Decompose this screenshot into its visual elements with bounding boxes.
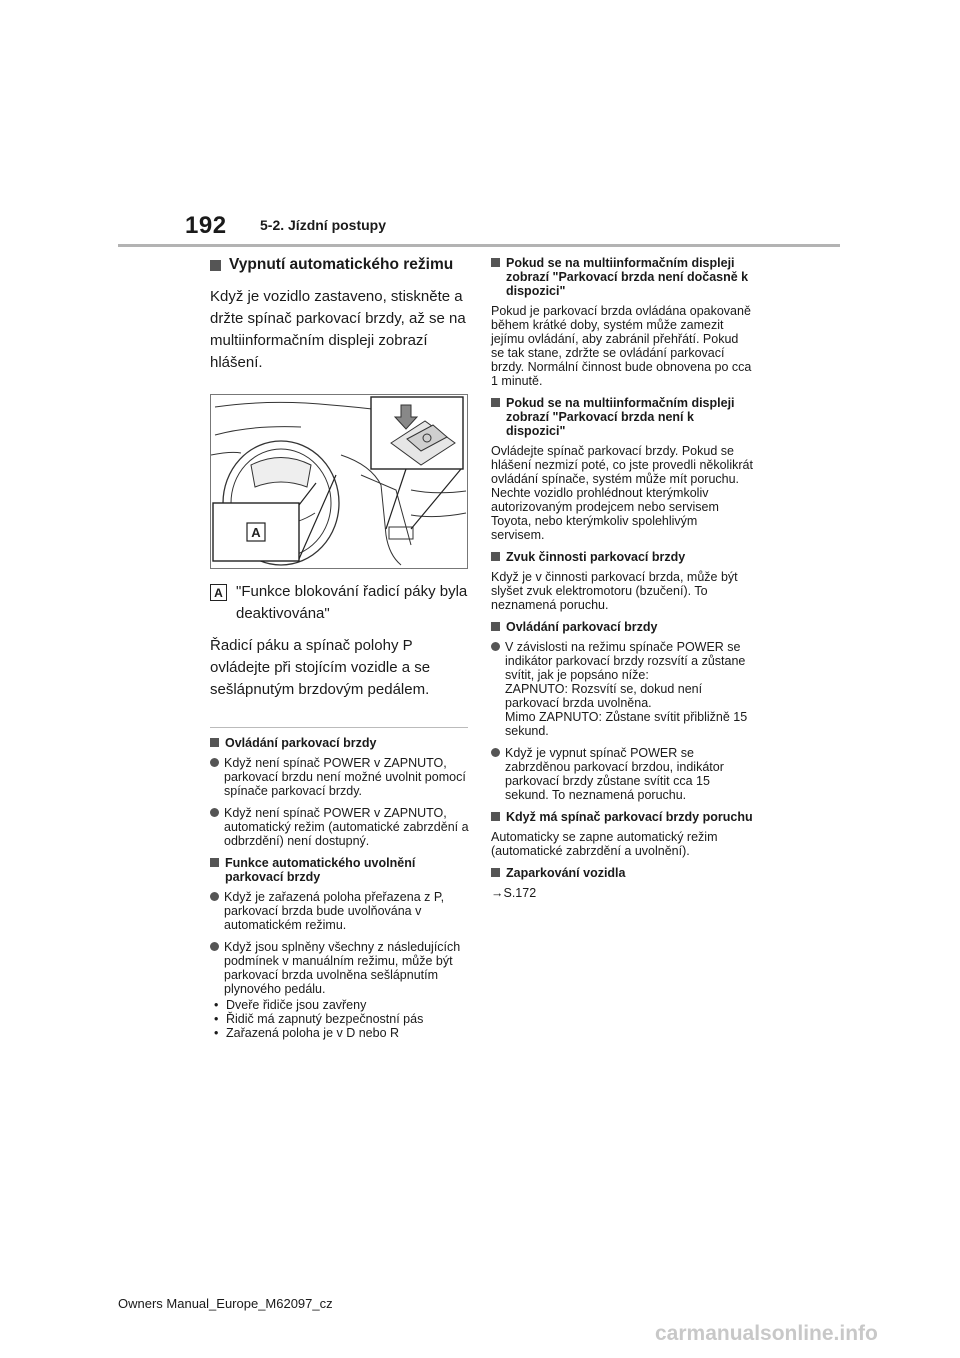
notes [210,736,470,1040]
section-divider [210,727,468,728]
round-bullet-icon [210,892,219,901]
round-bullet-icon [210,808,219,817]
note-heading: Zaparkování vozidla [491,866,753,880]
sub-bullet-item: • Dveře řidiče jsou zavřeny [214,998,367,1012]
figure-label-a: A [251,525,261,540]
square-bullet-icon [491,258,500,267]
square-bullet-icon [491,398,500,407]
body-text: Když je vozidlo zastaveno, stiskněte a držte spínač parkovací brzdy, až se na multiinformačním displeji zobrazí hlášení. [210,288,466,371]
heading-text: Vypnutí automatického režimu [229,256,454,273]
note-body: Automaticky se zapne automatický režim (automatické zabrzdění a uvolnění). [491,830,718,858]
note-heading: Pokud se na multiinformačním displeji zobrazí "Parkovací brzda není dočasně k dispozici" [491,256,753,298]
bullet-item: Když není spínač POWER v ZAPNUTO, automatický režim (automatické zabrzdění a odbrzdění) není dostupný. [210,806,470,848]
note-heading: Ovládání parkovací brzdy [491,620,753,634]
left-column [210,256,470,1040]
note-heading: Pokud se na multiinformačním displeji zobrazí "Parkovací brzda není k dispozici" [491,396,753,438]
dashboard-drawing [211,395,467,568]
note-heading: Když má spínač parkovací brzdy poruchu [491,810,753,824]
square-bullet-icon [210,738,219,747]
bullet-item: Když je zařazená poloha přeřazena z P, parkovací brzda bude uvolňována v automatickém režimu. [210,890,470,932]
sub-bullet-item: • Zařazená poloha je v D nebo R [214,1026,400,1040]
square-bullet-icon [491,812,500,821]
note-body: Pokud je parkovací brzda ovládána opakovaně během krátké doby, systém může zamezit jejímu ovládání, aby zabránil přehřátí. Pokud se tak stane, zdržte se ovládání parkovací brzdy. Normální činnost bude obnovena po cca 1 minutě. [491,304,752,388]
footer-text: Owners Manual_Europe_M62097_cz [118,1296,333,1311]
note-body: Když je v činnosti parkovací brzda, může být slyšet zvuk elektromotoru (bzučení). To neznamená poruchu. [491,570,738,612]
section-title: 5-2. Jízdní postupy [260,217,387,233]
bullet-item: V závislosti na režimu spínače POWER se indikátor parkovací brzdy rozsvítí a zůstane svítit, jak je popsáno níže: ZAPNUTO: Rozsvítí se, dokud není parkovací brzda uvolněna. Mimo ZAPNUTO: Zůstane svítit přibližně 15 sekund. [491,640,753,738]
heading-disable-auto-mode [210,256,470,274]
note-heading: Funkce automatického uvolnění parkovací brzdy [210,856,470,884]
caption-label-a: A [210,584,227,601]
page-reference-link[interactable]: →S.172 [491,886,537,900]
round-bullet-icon [491,642,500,651]
right-column [491,256,753,908]
note-body: Ovládejte spínač parkovací brzdy. Pokud se hlášení nezmizí poté, co jste provedli několikrát ovládání spínače, systém může mít poruchu. Nechte vozidlo prohlédnout kterýmkoliv autorizovaným prodejcem nebo servisem Toyota, nebo kterýmkoliv spolehlivým servisem. [491,444,753,542]
page-number: 192 [185,212,227,239]
square-bullet-icon [210,260,221,271]
square-bullet-icon [491,552,500,561]
note-heading: Ovládání parkovací brzdy [210,736,470,750]
caption-text: "Funkce blokování řadicí páky byla deaktivována" [236,583,468,622]
dashboard-illustration [210,394,468,569]
bullet-item: Když jsou splněny všechny z následujících podmínek v manuálním režimu, může být parkovací brzda uvolněna sešlápnutím plynového pedálu. [210,940,470,996]
figure-caption [210,581,470,625]
note-heading: Zvuk činnosti parkovací brzdy [491,550,753,564]
round-bullet-icon [491,748,500,757]
square-bullet-icon [210,858,219,867]
bullet-item: Když je vypnut spínač POWER se zabrzděnou parkovací brzdou, indikátor parkovací brzdy zůstane svítit cca 15 sekund. To neznamená poruchu. [491,746,753,802]
sub-bullet-item: • Řidič má zapnutý bezpečnostní pás [214,1012,424,1026]
round-bullet-icon [210,942,219,951]
watermark: carmanualsonline.info [655,1322,878,1345]
bullet-item: Když není spínač POWER v ZAPNUTO, parkovací brzdu není možné uvolnit pomocí spínače parkovací brzdy. [210,756,470,798]
body-text-after: Řadicí páku a spínač polohy P ovládejte při stojícím vozidle a se sešlápnutým brzdovým pedálem. [210,637,431,698]
square-bullet-icon [491,622,500,631]
round-bullet-icon [210,758,219,767]
header-rule [118,244,840,247]
square-bullet-icon [491,868,500,877]
